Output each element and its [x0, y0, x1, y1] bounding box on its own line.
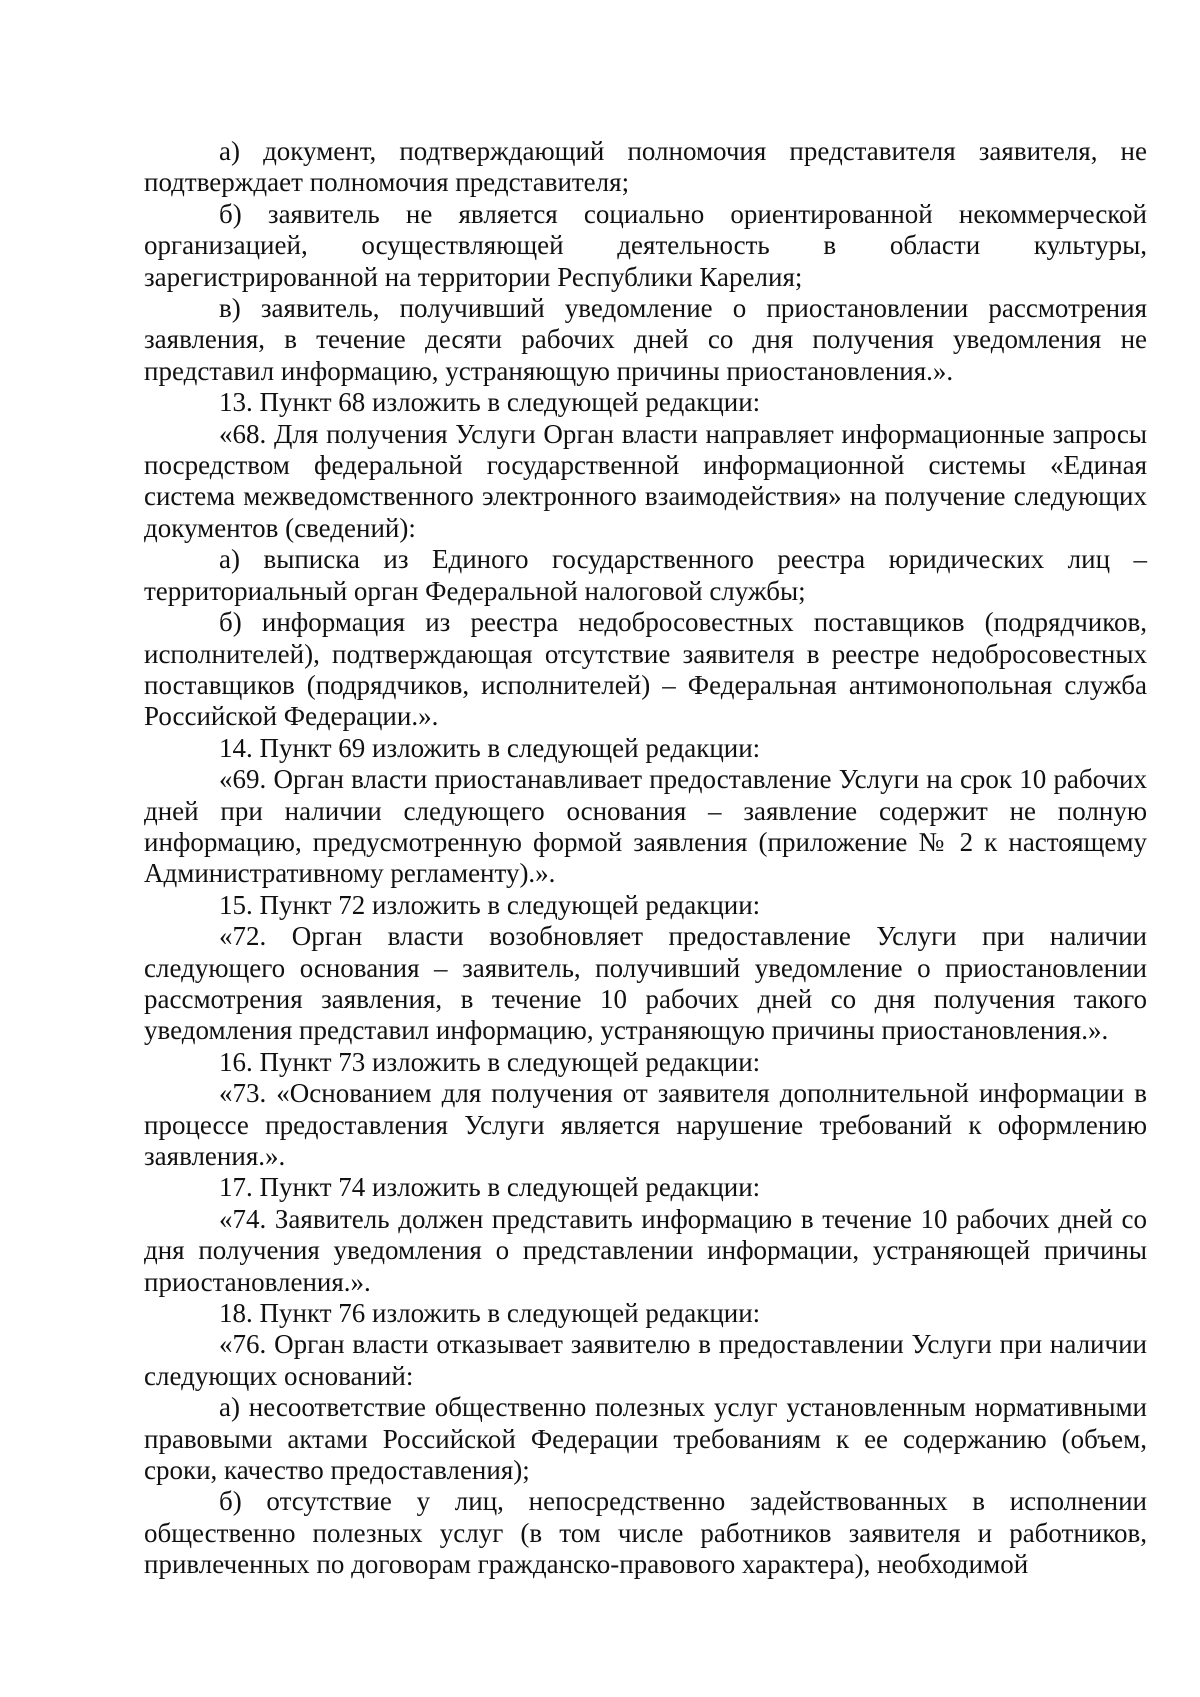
paragraph-clause-69-text: «69. Орган власти приостанавливает предоставление Услуги на срок 10 рабочих дней при наличии следующего основания – заявление содержит не полную информацию, предусмотренную формой заявления (приложение № 2 к настоящему Административному регламенту).».: [144, 764, 1147, 889]
paragraph-clause-76-item-a: а) несоответствие общественно полезных услуг установленным нормативными правовыми актами Российской Федерации требованиям к ее содержанию (объем, сроки, качество предоставления);: [144, 1392, 1147, 1486]
paragraph-clause-68-text: «68. Для получения Услуги Орган власти направляет информационные запросы посредством федеральной государственной информационной системы «Единая система межведомственного электронного взаимодействия» на получение следующих документов (сведений):: [144, 418, 1147, 543]
paragraph-clause-18-heading: 18. Пункт 76 изложить в следующей редакции:: [219, 1298, 761, 1329]
paragraph-clause-68-item-b: б) информация из реестра недобросовестных поставщиков (подрядчиков, исполнителей), подтверждающая отсутствие заявителя в реестре недобросовестных поставщиков (подрядчиков, исполнителей) – Федеральная антимонопольная служба Российской Федерации.».: [144, 607, 1147, 732]
paragraph-clause-14-heading: 14. Пункт 69 изложить в следующей редакции:: [219, 732, 761, 763]
paragraph-clause-76-item-b: б) отсутствие у лиц, непосредственно задействованных в исполнении общественно полезных услуг (в том числе работников заявителя и работников, привлеченных по договорам гражданско-правового характера), необходимой: [144, 1486, 1147, 1580]
paragraph-item-b-not-nko: б) заявитель не является социально ориентированной некоммерческой организацией, осуществляющей деятельность в области культуры, зарегистрированной на территории Республики Карелия;: [144, 198, 1147, 292]
paragraph-item-a-authority: а) документ, подтверждающий полномочия представителя заявителя, не подтверждает полномочия представителя;: [144, 136, 1147, 198]
paragraph-item-v-no-info: в) заявитель, получивший уведомление о приостановлении рассмотрения заявления, в течение десяти рабочих дней со дня получения уведомления не представил информацию, устраняющую причины приостановления.».: [144, 293, 1147, 386]
paragraph-clause-73-text: «73. «Основанием для получения от заявителя дополнительной информации в процессе предоставления Услуги является нарушение требований к оформлению заявления.».: [144, 1078, 1147, 1171]
paragraph-clause-16-heading: 16. Пункт 73 изложить в следующей редакции:: [219, 1046, 761, 1077]
paragraph-clause-72-text: «72. Орган власти возобновляет предоставление Услуги при наличии следующего основания – заявитель, получивший уведомление о приостановлении рассмотрения заявления, в течение 10 рабочих дней со дня получения такого уведомления представил информацию, устраняющую причины приостановления.».: [144, 921, 1147, 1046]
paragraph-clause-15-heading: 15. Пункт 72 изложить в следующей редакции:: [219, 889, 761, 920]
document-page: [144, 136, 1147, 1581]
paragraph-clause-74-text: «74. Заявитель должен представить информацию в течение 10 рабочих дней со дня получения уведомления о представлении информации, устраняющей причины приостановления.».: [144, 1203, 1147, 1297]
paragraph-clause-17-heading: 17. Пункт 74 изложить в следующей редакции:: [219, 1172, 761, 1203]
paragraph-clause-76-text: «76. Орган власти отказывает заявителю в предоставлении Услуги при наличии следующих оснований:: [144, 1329, 1147, 1391]
paragraph-clause-68-item-a: а) выписка из Единого государственного реестра юридических лиц – территориальный орган Федеральной налоговой службы;: [144, 544, 1147, 606]
paragraph-clause-13-heading: 13. Пункт 68 изложить в следующей редакции:: [219, 387, 761, 418]
